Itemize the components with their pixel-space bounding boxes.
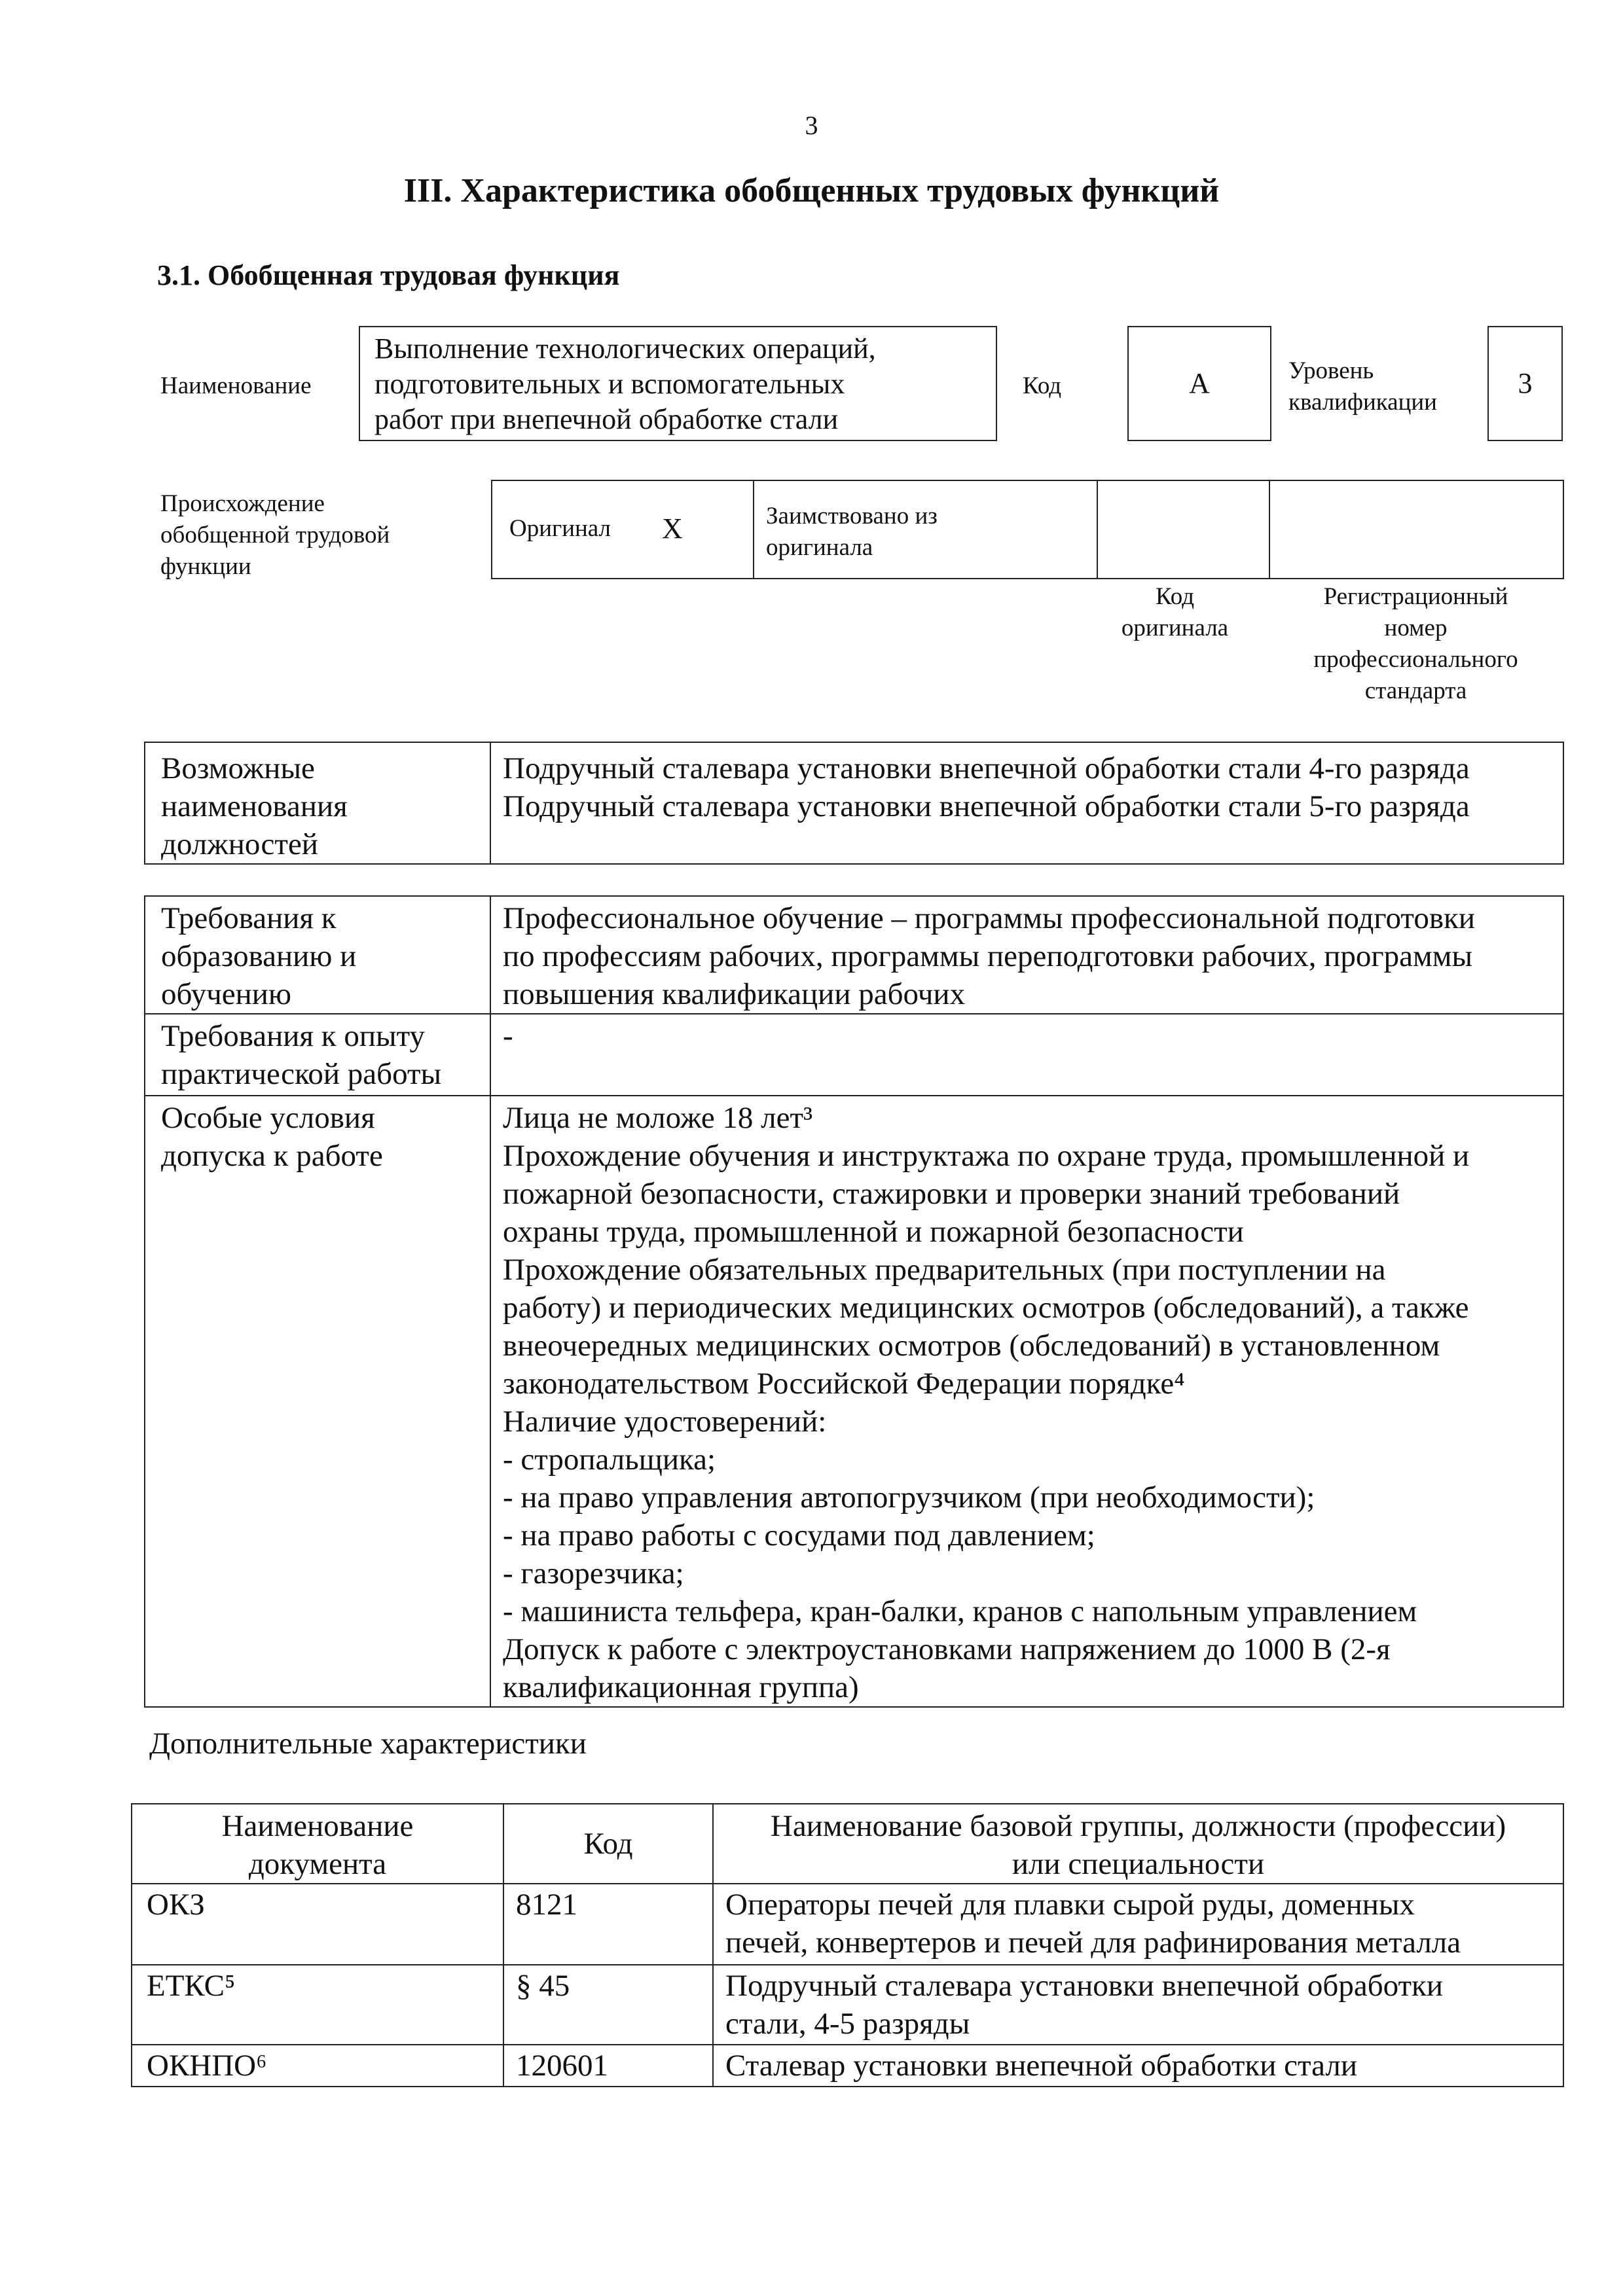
education-value: Профессиональное обучение – программы профессиональной подготовки по профессиям рабочих, программы переподготовки рабочих, программы повышения квалификации рабочих [503, 901, 1476, 1011]
section-title: III. Характеристика обобщенных трудовых функций [403, 172, 1220, 209]
name-label: Наименование [160, 372, 312, 399]
reg-caption: Регистрационный номер профессионального стандарта [1313, 583, 1518, 704]
additional-table [131, 1803, 1564, 2087]
table-row [132, 1884, 1563, 1965]
original-cell [492, 480, 754, 579]
code-caption: Код оригинала [1121, 583, 1229, 641]
table-header-row [132, 1804, 1563, 1884]
table-row [132, 1965, 1563, 2045]
education-label: Требования к образованию и обучению [161, 901, 357, 1011]
table-cell [503, 1884, 713, 1965]
header-cell [713, 1804, 1563, 1884]
conditions-value: Лица не моложе 18 лет³ Прохождение обучения и инструктажа по охране труда, промышленной и пожарной безопасности, стажировки и проверки знаний требований охраны труда, промышленной и пожарной безопасности Прохождение обязательных предварительных (при поступлении на работу) и периодических медицинских осмотров (обследований), а также внеочередных медицинских осмотров (обследований) в установленном законодательством Российской Федерации порядке⁴ Наличие удостоверений: - стропальщика; - на право управления автопогрузчиком (при необходимости); - на право работы с сосудами под давлением; - газорезчика; - машиниста тельфера, кран-балки, кранов с напольным управлением Допуск к работе с электроустановками напряжением до 1000 В (2-я квалификационная группа) [503, 1101, 1470, 1704]
conditions-value-cell [490, 1096, 1563, 1707]
borrowed-cell [754, 480, 1097, 579]
education-value-cell [490, 896, 1563, 1014]
group-cell-text: Сталевар установки внепечной обработки стали [725, 2049, 1357, 2083]
doc-cell-text: ЕТКС⁵ [147, 1969, 236, 2003]
positions-label: Возможные наименования должностей [161, 751, 348, 861]
code-box [1127, 326, 1271, 441]
additional-title: Дополнительные характеристики [149, 1727, 587, 1761]
level-box [1487, 326, 1563, 441]
subsection-title: 3.1. Обобщенная трудовая функция [157, 259, 620, 291]
group-cell-text: Подручный сталевара установки внепечной обработки стали, 4-5 разряды [725, 1969, 1444, 2041]
code-cell-text: 8121 [516, 1888, 577, 1922]
positions-value: Подручный сталевара установки внепечной обработки стали 4-го разряда Подручный сталевара установки внепечной обработки стали 5-го разряда [503, 751, 1470, 823]
table-cell [713, 1884, 1563, 1965]
experience-label-cell [145, 1014, 490, 1096]
header-doc: Наименование документа [221, 1809, 414, 1881]
table-row [145, 1096, 1563, 1707]
conditions-label-cell [145, 1096, 490, 1707]
experience-value-cell [490, 1014, 1563, 1096]
header-cell [132, 1804, 503, 1884]
table-cell [713, 2045, 1563, 2087]
table-cell [132, 2045, 503, 2087]
positions-value-cell [490, 742, 1563, 864]
table-cell [132, 1884, 503, 1965]
code-cell-text: 120601 [516, 2049, 608, 2083]
origin-table [491, 480, 1564, 579]
borrowed-label: Заимствовано из оригинала [766, 503, 938, 561]
header-cell [503, 1804, 713, 1884]
level-value: 3 [1518, 367, 1533, 399]
doc-cell-text: ОКНПО⁶ [147, 2049, 267, 2083]
experience-label: Требования к опыту практической работы [161, 1019, 442, 1091]
level-label: Уровень квалификации [1288, 357, 1437, 416]
doc-cell-text: ОКЗ [147, 1888, 205, 1922]
header-code: Код [583, 1827, 633, 1861]
experience-value: - [503, 1019, 513, 1053]
conditions-label: Особые условия допуска к работе [161, 1101, 383, 1173]
code-value: A [1189, 367, 1210, 399]
education-label-cell [145, 896, 490, 1014]
reg-number-cell [1269, 480, 1563, 579]
table-cell [503, 1965, 713, 2045]
table-row [132, 2045, 1563, 2087]
name-value: Выполнение технологических операций, подготовительных и вспомогательных работ при внепечной обработке стали [374, 332, 876, 435]
code-cell-text: § 45 [516, 1969, 570, 2003]
positions-label-cell [145, 742, 490, 864]
table-cell [132, 1965, 503, 2045]
group-cell-text: Операторы печей для плавки сырой руды, доменных печей, конвертеров и печей для рафинирования металла [725, 1888, 1461, 1960]
table-row [145, 896, 1563, 1014]
page-number: 3 [805, 111, 818, 140]
original-label: Оригинал [509, 515, 611, 542]
requirements-table [144, 895, 1564, 1708]
original-mark: X [662, 512, 683, 545]
origin-label: Происхождение обобщенной трудовой функции [160, 490, 390, 580]
table-cell [503, 2045, 713, 2087]
header-group: Наименование базовой группы, должности (профессии) или специальности [770, 1809, 1506, 1881]
name-box [359, 326, 997, 441]
code-label: Код [1023, 372, 1062, 399]
table-cell [713, 1965, 1563, 2045]
positions-table [144, 742, 1564, 865]
table-row [145, 1014, 1563, 1096]
original-code-cell [1097, 480, 1269, 579]
